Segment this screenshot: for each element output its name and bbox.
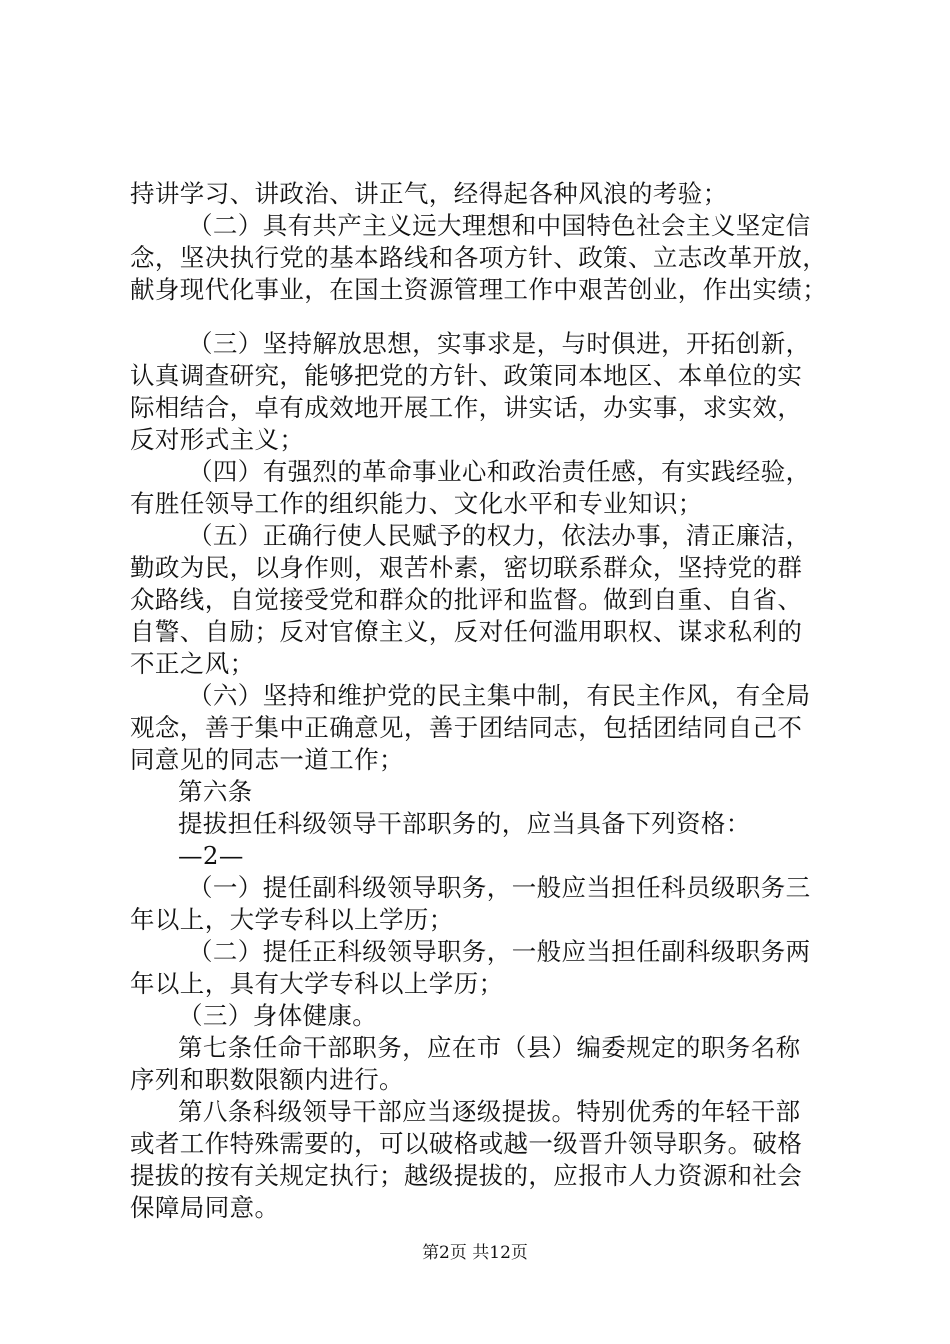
text-line: 勤政为民，以身作则，艰苦朴素，密切联系群众，坚持党的群 (130, 553, 803, 582)
article-heading: 第六条 (178, 777, 253, 806)
text-line: （二）提任正科级领导职务，一般应当担任副科级职务两 (188, 937, 811, 966)
text-line: 际相结合，卓有成效地开展工作，讲实话，办实事，求实效， (130, 393, 803, 422)
text-line: 献身现代化事业，在国土资源管理工作中艰苦创业，作出实绩； (130, 275, 828, 304)
text-line: 认真调查研究，能够把党的方针、政策同本地区、本单位的实 (130, 361, 803, 390)
text-line: 自警、自励；反对官僚主义，反对任何滥用职权、谋求私利的 (130, 617, 803, 646)
text-line: （五）正确行使人民赋予的权力，依法办事，清正廉洁， (188, 521, 811, 550)
text-line: 同意见的同志一道工作； (130, 745, 404, 774)
text-line: （六）坚持和维护党的民主集中制，有民主作风，有全局 (188, 681, 811, 710)
text-line: 观念，善于集中正确意见，善于团结同志，包括团结同自己不 (130, 713, 803, 742)
text-line: 持讲学习、讲政治、讲正气，经得起各种风浪的考验； (130, 179, 728, 208)
inline-page-number: —2— (178, 841, 244, 870)
text-line: （一）提任副科级领导职务，一般应当担任科员级职务三 (188, 873, 811, 902)
text-line: 或者工作特殊需要的，可以破格或越一级晋升领导职务。破格 (130, 1129, 803, 1158)
text-line: 提拔的按有关规定执行；越级提拔的，应报市人力资源和社会 (130, 1161, 803, 1190)
text-line: （二）具有共产主义远大理想和中国特色社会主义坚定信 (188, 211, 811, 240)
text-line: （四）有强烈的革命事业心和政治责任感，有实践经验， (188, 457, 811, 486)
text-line: 有胜任领导工作的组织能力、文化水平和专业知识； (130, 489, 703, 518)
text-line: 保障局同意。 (130, 1193, 280, 1222)
text-line: （三）坚持解放思想，实事求是，与时俱进，开拓创新， (188, 329, 811, 358)
text-line: 不正之风； (130, 649, 255, 678)
text-line: 年以上，大学专科以上学历； (130, 905, 454, 934)
text-line: （三）身体健康。 (178, 1001, 378, 1030)
text-line: 反对形式主义； (130, 425, 305, 454)
text-line: 念，坚决执行党的基本路线和各项方针、政策、立志改革开放， (130, 243, 828, 272)
text-line: 年以上，具有大学专科以上学历； (130, 969, 504, 998)
page-footer: 第2页 共12页 (422, 1243, 528, 1263)
text-line: 第七条任命干部职务，应在市（县）编委规定的职务名称 (178, 1033, 801, 1062)
text-line: 第八条科级领导干部应当逐级提拔。特别优秀的年轻干部 (178, 1097, 801, 1126)
text-line: 众路线，自觉接受党和群众的批评和监督。做到自重、自省、 (130, 585, 803, 614)
text-line: 提拔担任科级领导干部职务的，应当具备下列资格： (178, 809, 751, 838)
text-line: 序列和职数限额内进行。 (130, 1065, 404, 1094)
